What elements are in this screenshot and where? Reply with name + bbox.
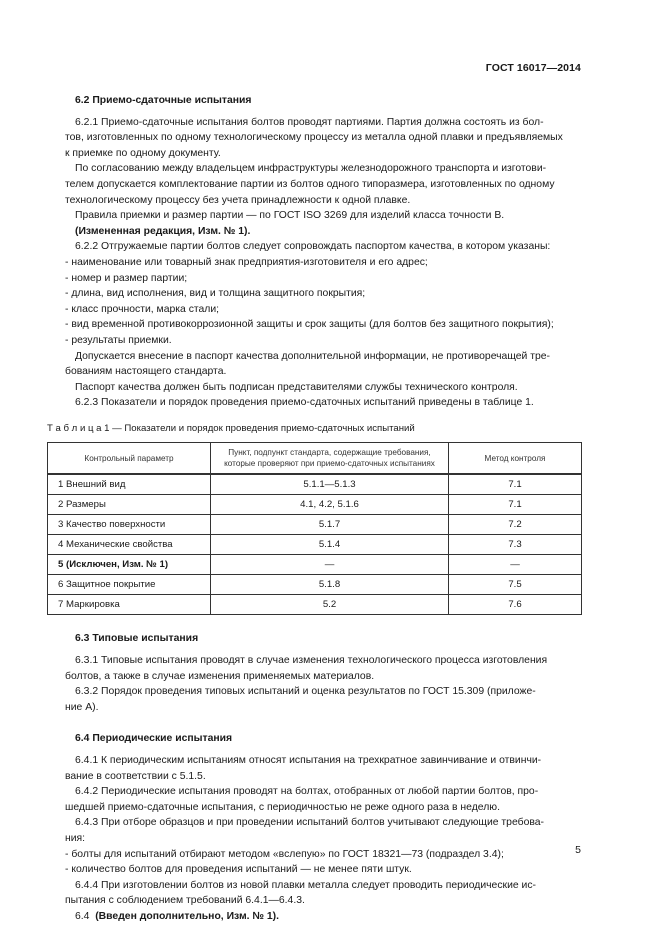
table-cell: 6 Защитное покрытие <box>48 575 211 595</box>
amendment-note-line <box>75 909 583 925</box>
table-row <box>48 595 582 615</box>
list-item: - количество болтов для проведения испытаний — не менее пяти штук. <box>65 864 412 876</box>
table-cell: 4.1, 4.2, 5.1.6 <box>211 495 449 515</box>
text-line: ния: <box>65 833 86 844</box>
section-heading-6-2: 6.2 Приемо-сдаточные испытания <box>75 95 252 106</box>
table-caption: Т а б л и ц а 1 — Показатели и порядок проведения приемо-сдаточных испытаний <box>47 422 415 434</box>
text-line: 6.2.1 Приемо-сдаточные испытания болтов проводят партиями. Партия должна состоять из бол- <box>75 116 544 128</box>
text-line: Допускается внесение в паспорт качества дополнительной информации, не противоречащей тре- <box>75 350 551 362</box>
list-item: - номер и размер партии; <box>65 272 188 284</box>
table-row <box>48 495 582 515</box>
table-row <box>48 535 582 555</box>
section-heading-6-3: 6.3 Типовые испытания <box>75 633 199 645</box>
table-row <box>48 555 582 575</box>
table-row <box>48 575 582 595</box>
list-item: - наименование или товарный знак предприятия-изготовителя и его адрес; <box>65 256 428 268</box>
text-line: вание в соответствии с 5.1.5. <box>65 770 206 782</box>
table-cell: 7.2 <box>449 515 582 535</box>
section-6-4-body <box>65 753 583 925</box>
table-row <box>48 515 582 535</box>
section-6-2-body <box>65 115 583 411</box>
text-line: технологическому процессу без учета принадлежности к одной плавке. <box>65 194 411 206</box>
text-line: 6.3.1 Типовые испытания проводят в случае изменения технологического процесса изготовления <box>75 655 548 667</box>
text-line: болтов, а также в случае изменения применяемых материалов. <box>65 670 375 682</box>
column-header: Контрольный параметр <box>48 443 211 475</box>
table-header-row <box>48 443 582 475</box>
list-item: - вид временной противокоррозионной защиты и срок защиты (для болтов без защитного покрытия); <box>65 319 554 331</box>
text-line: 6.3.2 Порядок проведения типовых испытаний и оценка результатов по ГОСТ 15.309 (приложе- <box>75 686 536 698</box>
page-number: 5 <box>575 844 581 856</box>
clause-number: 6.4 <box>75 910 96 922</box>
text-line: к приемке по одному документу. <box>65 147 221 159</box>
table-cell: 5.1.1—5.1.3 <box>211 474 449 495</box>
table-cell: 5 (Исключен, Изм. № 1) <box>48 555 211 575</box>
table-cell: 7.1 <box>449 474 582 495</box>
table-cell: 1 Внешний вид <box>48 474 211 495</box>
text-line: тов, изготовленных по одному технологическому процессу из металла одной плавки и предъявляемых <box>65 132 563 144</box>
list-item: - результаты приемки. <box>65 334 172 346</box>
document-id: ГОСТ 16017—2014 <box>485 62 581 74</box>
text-line: Паспорт качества должен быть подписан представителями службы технического контроля. <box>75 381 518 393</box>
text-line: телем допускается комплектование партии из болтов одного типоразмера, изготовленных по одному <box>65 178 555 190</box>
amendment-note: (Измененная редакция, Изм. № 1). <box>75 225 251 237</box>
table-cell: 7 Маркировка <box>48 595 211 615</box>
table-cell: 5.1.7 <box>211 515 449 535</box>
table-cell: 7.1 <box>449 495 582 515</box>
table-cell: 7.6 <box>449 595 582 615</box>
column-header: Пункт, подпункт стандарта, содержащие требования, которые проверяют при приемо-сдаточных испытаниях <box>211 443 449 475</box>
table-row <box>48 474 582 495</box>
text-line: 6.4.2 Периодические испытания проводят на болтах, отобранных от любой партии болтов, про- <box>75 786 539 798</box>
table-cell: 5.1.4 <box>211 535 449 555</box>
section-heading-6-4: 6.4 Периодические испытания <box>75 733 233 745</box>
text-line: 6.4.4 При изготовлении болтов из новой плавки металла следует проводить периодические ис- <box>75 879 537 891</box>
text-line: бованиям настоящего стандарта. <box>65 366 227 378</box>
text-line: 6.2.3 Показатели и порядок проведения приемо-сдаточных испытаний приведены в таблице 1. <box>75 397 534 409</box>
table-cell: 2 Размеры <box>48 495 211 515</box>
table-1 <box>47 442 582 615</box>
text-line: пытания с соблюдением требований 6.4.1—6.4.3. <box>65 895 305 907</box>
text-line: 6.2.2 Отгружаемые партии болтов следует сопровождать паспортом качества, в котором указаны: <box>75 241 551 253</box>
text-line: 6.4.3 При отборе образцов и при проведении испытаний болтов учитывают следующие требова- <box>75 817 544 829</box>
text-line: Правила приемки и размер партии — по ГОСТ ISO 3269 для изделий класса точности В. <box>75 210 505 222</box>
column-header: Метод контроля <box>449 443 582 475</box>
table-cell: 7.5 <box>449 575 582 595</box>
text-line: По согласованию между владельцем инфраструктуры железнодорожного транспорта и изготови- <box>75 163 547 175</box>
text-line: ние А). <box>65 701 99 713</box>
section-6-3-body <box>65 653 583 715</box>
table-cell: 5.2 <box>211 595 449 615</box>
table-cell: 7.3 <box>449 535 582 555</box>
table-cell: 5.1.8 <box>211 575 449 595</box>
amendment-note: (Введен дополнительно, Изм. № 1). <box>95 910 280 922</box>
table-cell: 3 Качество поверхности <box>48 515 211 535</box>
page-content <box>47 93 583 925</box>
list-item: - длина, вид исполнения, вид и толщина защитного покрытия; <box>65 288 366 300</box>
text-line: шедшей приемо-сдаточные испытания, с периодичностью не реже одного раза в неделю. <box>65 801 500 813</box>
table-cell: — <box>449 555 582 575</box>
table-cell: 4 Механические свойства <box>48 535 211 555</box>
text-line: 6.4.1 К периодическим испытаниям относят испытания на трехкратное завинчивание и отвинчи- <box>75 755 542 767</box>
list-item: - болты для испытаний отбирают методом «вслепую» по ГОСТ 18321—73 (подраздел 3.4); <box>65 848 504 860</box>
table-cell: — <box>211 555 449 575</box>
list-item: - класс прочности, марка стали; <box>65 303 220 315</box>
